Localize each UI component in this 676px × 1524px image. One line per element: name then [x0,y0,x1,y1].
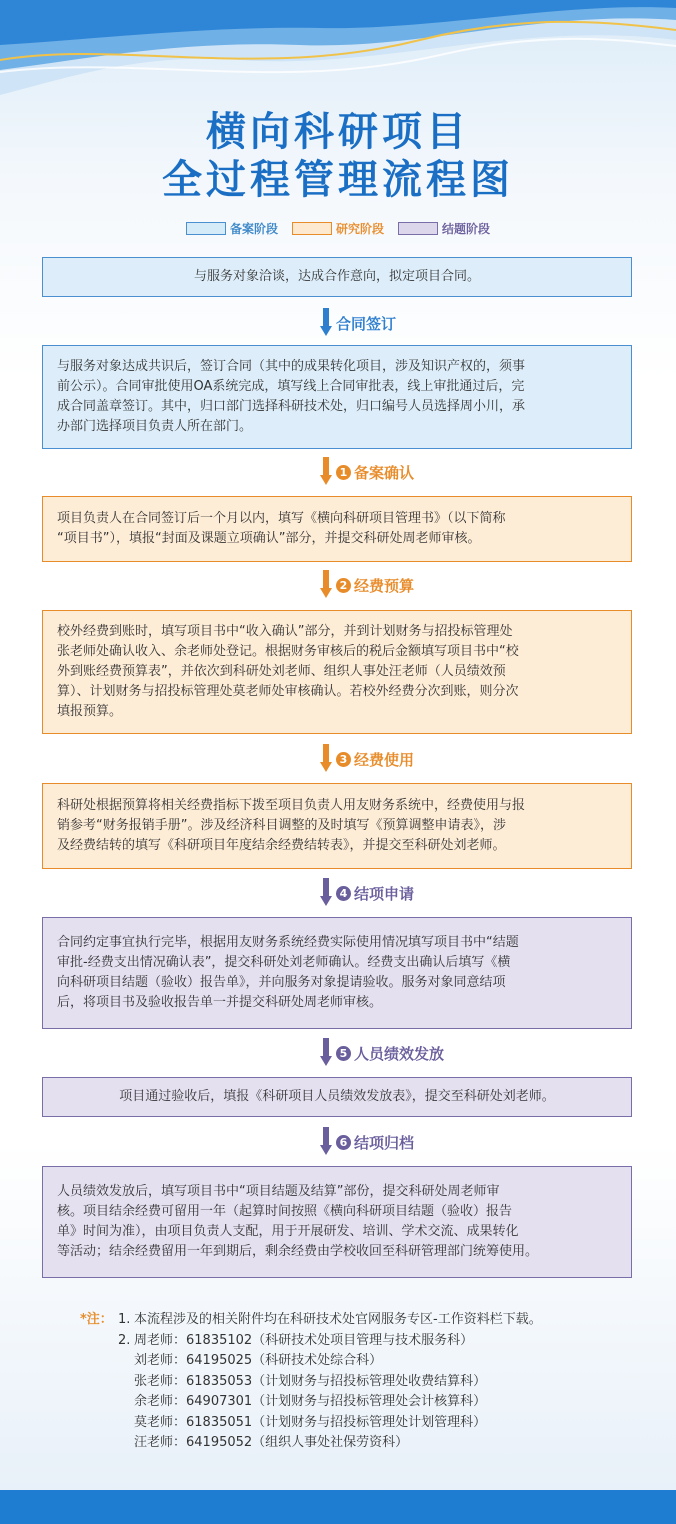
text-line: 等活动；结余经费留用一年到期后，剩余经费由学校收回至科研管理部门统筹使用。 [57,1244,539,1259]
legend-label: 研究阶段 [335,222,384,236]
contact-line: 周老师：61835102（科研技术处项目管理与技术服务科） [134,1332,474,1348]
note-text: 本流程涉及的相关附件均在科研技术处官网服务专区-工作资料栏下载。 [134,1312,542,1327]
text-line: 单》时间为准），由项目负责人支配，用于开展研发、培训、学术交流、成果转化 [57,1224,519,1239]
step-1-filing [320,457,414,487]
note-2 [80,1331,640,1352]
text-line: 合同约定事宜执行完毕，根据用友财务系统经费实际使用情况填写项目书中“结题 [57,935,519,950]
step-6-archive [320,1127,414,1157]
step-label: 备案确认 [354,463,415,482]
step-label: 合同签订 [336,314,397,333]
legend-swatch-blue [186,222,226,235]
contract-text [57,357,525,437]
text-line: 销参考“财务报销手册”。涉及经济科目调整的及时填写《预算调整申请表》，涉 [57,818,506,833]
text-line: 向科研项目结题（验收）报告单》，并向服务对象提请验收。服务对象同意结项 [57,975,506,990]
text-line: 人员绩效发放后，填写项目书中“项目结题及结算”部份，提交科研处周老师审 [57,1184,500,1199]
step-label: 经费预算 [354,576,415,595]
text-line: 与服务对象达成共识后，签订合同（其中的成果转化项目，涉及知识产权的，须事 [57,359,526,374]
legend-item-filing [186,220,278,237]
legend-swatch-purple [398,222,438,235]
text-line: 校外经费到账时，填写项目书中“收入确认”部分，并到计划财务与招投标管理处 [57,624,513,639]
down-arrow-icon [320,308,332,338]
step-label: 结项归档 [354,1133,415,1152]
step-label: 结项申请 [354,884,415,903]
step-number-badge: 3 [336,752,351,767]
budget-text [57,622,519,722]
down-arrow-icon [320,878,332,908]
contact-line: 莫老师：61835051（计划财务与招投标管理处计划管理科） [134,1414,487,1430]
note-number: 2. [118,1332,131,1348]
archive-box [42,1166,632,1278]
closing-text [57,933,519,1013]
closing-box [42,917,632,1029]
text-line: 成合同盖章签订。其中，归口部门选择科研技术处，归口编号人员选择周小川，承 [57,399,526,414]
legend [0,220,676,237]
down-arrow-icon [320,1038,332,1068]
step-number-badge: 1 [336,465,351,480]
text-line: 及经费结转的填写《科研项目年度结余经费结转表》，并提交至科研处刘老师。 [57,838,506,853]
filing-text [57,509,506,549]
notes-section [80,1310,640,1454]
step-label: 人员绩效发放 [354,1044,445,1063]
text-line: 算）、计划财务与招投标管理处莫老师处审核确认。若校外经费分次到账，则分次 [57,684,519,699]
intro-box [42,257,632,297]
text-line: 项目负责人在合同签订后一个月以内，填写《横向科研项目管理书》（以下简称 [57,511,506,526]
step-number-badge: 2 [336,578,351,593]
step-5-performance [320,1038,444,1068]
filing-box [42,496,632,562]
down-arrow-icon [320,1127,332,1157]
step-number-badge: 6 [336,1135,351,1150]
legend-swatch-orange [292,222,332,235]
page-title-line2: 全过程管理流程图 [162,157,514,203]
text-line: 核。项目结余经费可留用一年（起算时间按照《横向科研项目结题（验收）报告 [57,1204,513,1219]
text-line: 外到账经费预算表”，并依次到科研处刘老师、组织人事处汪老师（人员绩效预 [57,664,506,679]
down-arrow-icon [320,570,332,600]
notes-label: *注： [80,1312,113,1327]
legend-item-research [292,220,384,237]
step-4-closing-application [320,878,414,908]
legend-label: 备案阶段 [229,222,278,236]
step-3-usage [320,744,414,774]
usage-box [42,783,632,869]
contact-line: 张老师：61835053（计划财务与招投标管理处收费结算科） [134,1373,487,1389]
text-line: “项目书”），填报“封面及课题立项确认”部分，并提交科研处周老师审核。 [57,531,481,546]
performance-text: 项目通过验收后，填报《科研项目人员绩效发放表》，提交至科研处刘老师。 [119,1089,555,1104]
text-line: 填报预算。 [57,704,123,719]
contract-box [42,345,632,449]
text-line: 办部门选择项目负责人所在部门。 [57,419,253,434]
contact-line: 汪老师：64195052（组织人事处社保劳资科） [134,1435,409,1450]
text-line: 科研处根据预算将相关经费指标下拨至项目负责人用友财务系统中，经费使用与报 [57,798,526,813]
note-number: 1. [118,1312,131,1327]
step-2-budget [320,570,414,600]
page-title-line1: 横向科研项目 [206,109,470,155]
legend-label: 结题阶段 [442,222,491,236]
usage-text [57,796,525,856]
down-arrow-icon [320,744,332,774]
performance-box [42,1077,632,1117]
text-line: 张老师处确认收入、余老师处登记。根据财务审核后的税后金额填写项目书中“校 [57,644,519,659]
archive-text [57,1182,538,1262]
note-1 [80,1310,640,1331]
budget-box [42,610,632,734]
legend-item-closing [398,220,490,237]
text-line: 后，将项目书及验收报告单一并提交科研处周老师审核。 [57,995,383,1010]
text-line: 前公示）。合同审批使用OA系统完成，填写线上合同审批表，线上审批通过后，完 [57,379,525,394]
text-line: 审批-经费支出情况确认表”，提交科研处刘老师确认。经费支出确认后填写《横 [57,955,511,970]
step-label: 经费使用 [354,750,415,769]
step-number-badge: 5 [336,1046,351,1061]
down-arrow-icon [320,457,332,487]
step-contract-signing [320,308,396,338]
contact-line: 余老师：64907301（计划财务与招投标管理处会计核算科） [134,1394,487,1409]
contact-line: 刘老师：64195025（科研技术处综合科） [134,1353,383,1368]
step-number-badge: 4 [336,886,351,901]
footer-bar [0,1490,676,1524]
intro-text: 与服务对象洽谈，达成合作意向，拟定项目合同。 [193,269,480,284]
